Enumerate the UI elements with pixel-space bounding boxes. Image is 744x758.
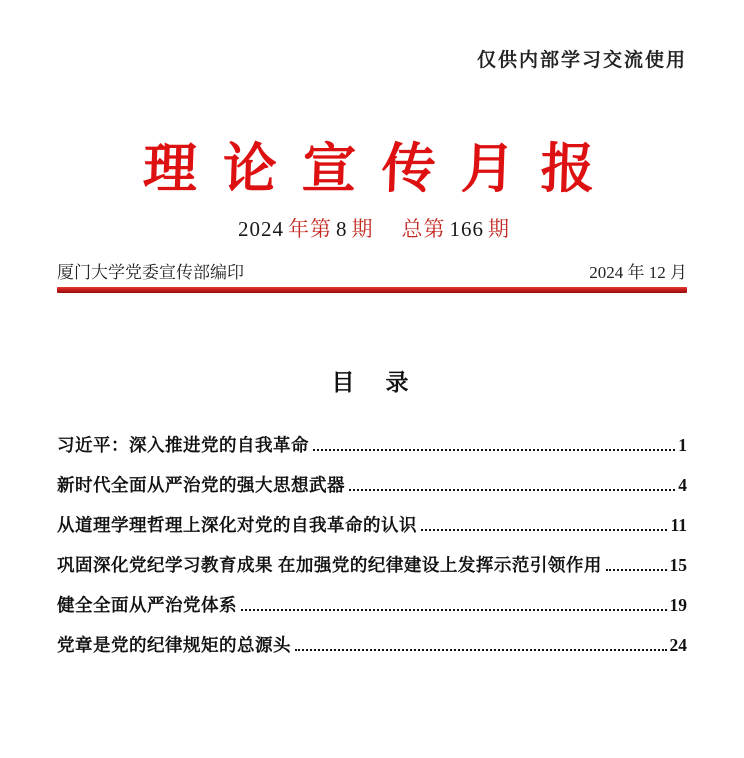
dot-leader	[606, 569, 667, 571]
publish-date: 2024 年 12 月	[589, 263, 687, 282]
toc-item	[57, 500, 687, 540]
internal-use-notice: 仅供内部学习交流使用	[476, 49, 687, 71]
dot-leader	[349, 489, 675, 491]
publisher: 厦门大学党委宣传部编印	[57, 263, 244, 282]
red-divider	[57, 287, 687, 293]
publication-title: 理 论 宣 传 月 报	[142, 139, 602, 199]
dot-leader	[295, 649, 667, 651]
toc-item-page: 15	[669, 555, 687, 575]
toc-item	[57, 420, 687, 460]
dot-leader	[421, 529, 667, 531]
issue-total-number: 166	[449, 217, 484, 241]
toc-item-title: 健全全面从严治党体系	[57, 595, 237, 615]
toc-item	[57, 460, 687, 500]
issue-year: 2024	[238, 217, 284, 241]
toc-item-page: 4	[678, 475, 687, 495]
toc-item-title: 新时代全面从严治党的强大思想武器	[57, 475, 345, 495]
toc-item	[57, 580, 687, 620]
issue-info	[57, 213, 687, 243]
toc-item-page: 1	[678, 435, 687, 455]
issue-number-label: 期	[351, 217, 374, 241]
toc-list	[57, 420, 687, 660]
toc-item-title: 巩固深化党纪学习教育成果 在加强党的纪律建设上发挥示范引领作用	[57, 555, 602, 575]
dot-leader	[241, 609, 667, 611]
toc-item	[57, 540, 687, 580]
toc-item-page: 24	[669, 635, 687, 655]
issue-total-suffix: 期	[488, 217, 510, 241]
publisher-row	[57, 258, 687, 283]
toc-item-title: 从道理学理哲理上深化对党的自我革命的认识	[57, 515, 417, 535]
issue-year-label: 年第	[288, 217, 332, 241]
toc-item-title: 党章是党的纪律规矩的总源头	[57, 635, 291, 655]
issue-number: 8	[336, 217, 348, 241]
toc-item-page: 19	[669, 595, 687, 615]
toc-item-title: 习近平：深入推进党的自我革命	[57, 435, 309, 455]
dot-leader	[313, 449, 675, 451]
toc-item-page: 11	[670, 515, 687, 535]
toc-heading: 目 录	[331, 370, 413, 396]
issue-total-label: 总第	[401, 217, 446, 241]
toc-item	[57, 620, 687, 660]
